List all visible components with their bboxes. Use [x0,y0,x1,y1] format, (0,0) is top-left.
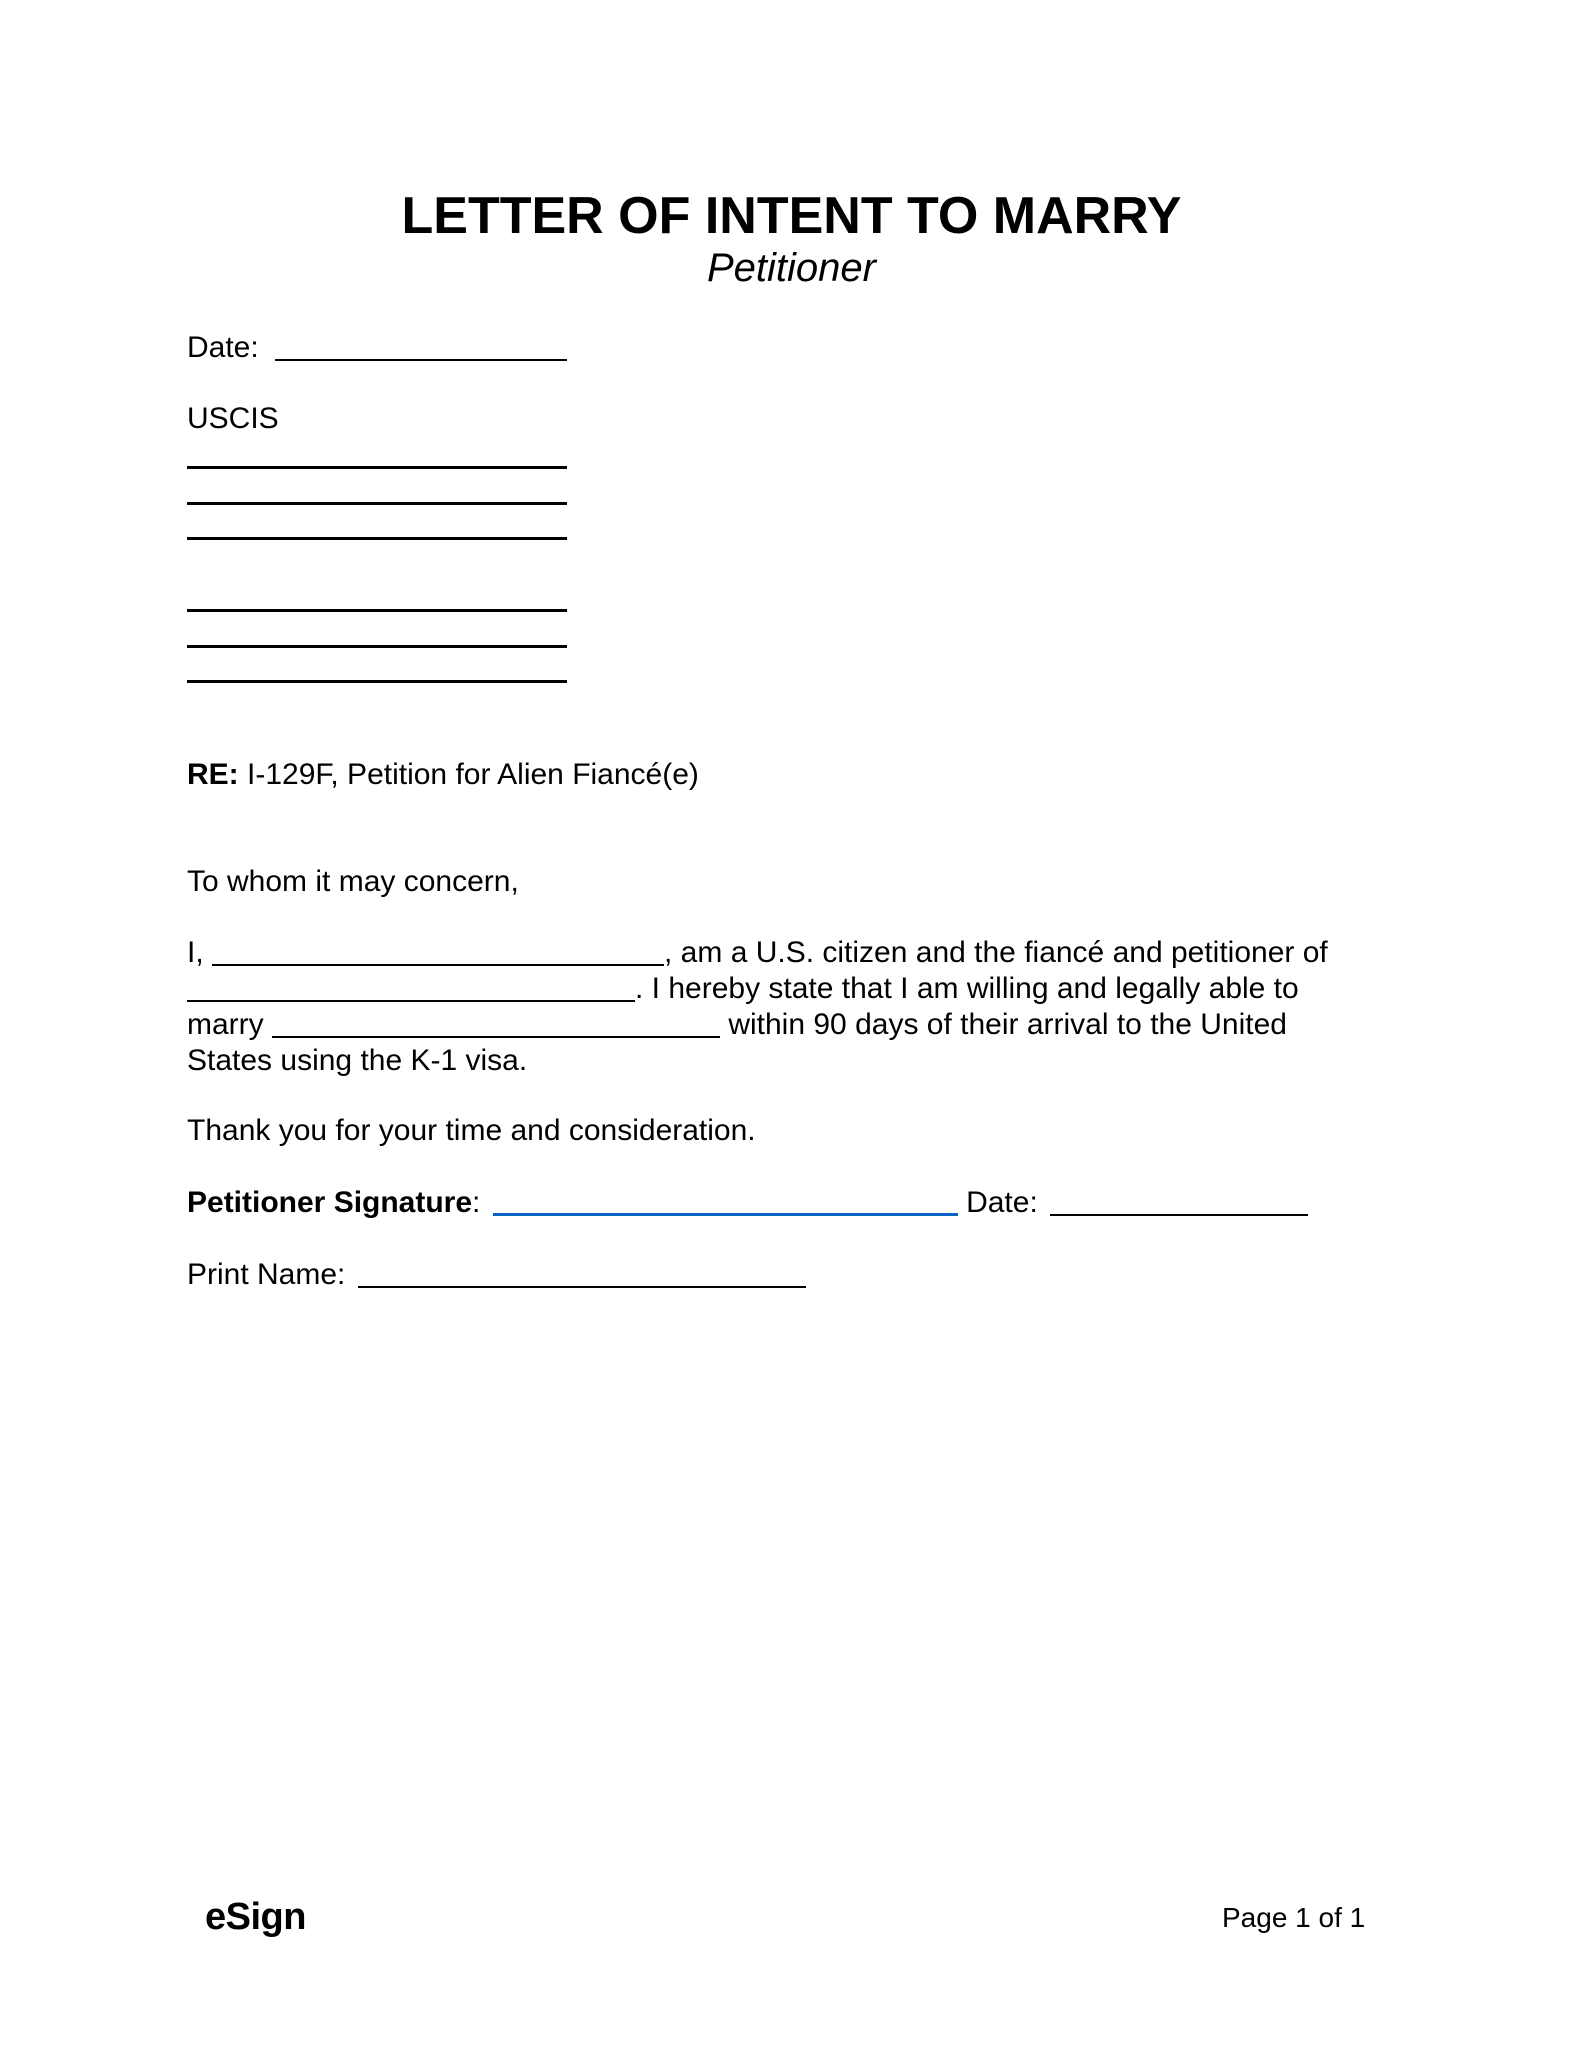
recipient-name: USCIS [187,402,279,435]
re-text: I-129F, Petition for Alien Fiancé(e) [238,758,699,791]
address-line-1[interactable] [187,466,567,469]
salutation: To whom it may concern, [187,865,519,898]
page-number: Page 1 of 1 [1222,1902,1366,1933]
re-line [187,757,699,793]
address-line-2[interactable] [187,502,567,505]
address-line-4[interactable] [187,609,567,612]
document-title: LETTER OF INTENT TO MARRY [401,187,1182,245]
body-text: marry [187,1008,272,1041]
address-line-6[interactable] [187,680,567,683]
signature-label: Petitioner Signature [187,1186,473,1219]
marry-name-field[interactable] [272,1008,720,1038]
re-label: RE: [187,758,239,791]
address-line-3[interactable] [187,537,567,540]
print-name-label: Print Name: [187,1258,346,1291]
address-line-5[interactable] [187,645,567,648]
body-line-4: States using the K-1 visa. [187,1044,528,1077]
body-text: within 90 days of their arrival to the United [720,1008,1287,1041]
body-text: , am a U.S. citizen and the fiancé and petitioner of [664,936,1328,969]
body-line-3 [187,1007,1387,1043]
body-line-1 [187,935,1387,971]
closing-text: Thank you for your time and consideration. [187,1114,756,1147]
signature-colon: : [472,1186,481,1219]
petitioner-signature-field[interactable] [493,1185,958,1216]
print-name-field[interactable] [358,1258,806,1288]
body-paragraph [187,935,1387,1079]
document-subtitle: Petitioner [707,246,876,290]
signature-date-field[interactable] [1050,1186,1308,1216]
esign-logo: eSign [205,1896,306,1938]
print-name-row [187,1257,806,1293]
body-text: I, [187,936,213,969]
signature-date-label: Date: [957,1186,1038,1219]
body-text: . I hereby state that I am willing and legally able to [635,972,1299,1005]
body-line-2 [187,971,1387,1007]
signature-row [187,1185,1308,1221]
date-row [187,330,567,366]
petitioner-name-field[interactable] [212,936,664,966]
beneficiary-name-field[interactable] [187,972,635,1002]
date-field[interactable] [275,331,567,361]
date-label: Date: [187,331,259,364]
